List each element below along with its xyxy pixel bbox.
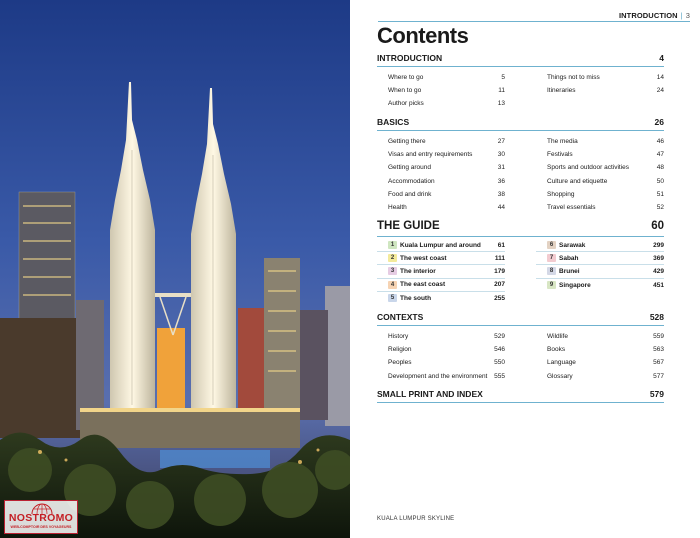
section-introduction (377, 53, 664, 111)
toc-entry-label: Visas and entry requirements (388, 151, 473, 159)
section-heading-page: 60 (651, 220, 664, 232)
guide-chapter-entry[interactable] (536, 279, 664, 292)
chapter-page: 179 (494, 267, 505, 275)
toc-entry-page: 567 (653, 359, 664, 367)
toc-entry-label: Author picks (388, 100, 424, 108)
chapter-page: 207 (494, 281, 505, 289)
toc-entry-label: Health (388, 204, 407, 212)
watermark-name: NOSTROMO (8, 512, 74, 524)
toc-entry-label: Sports and outdoor activities (547, 164, 630, 172)
section-basics (377, 117, 664, 214)
toc-column-left (377, 135, 505, 214)
toc-entry-page: 51 (656, 190, 664, 198)
toc-column-left (377, 239, 505, 305)
chapter-number-badge: 3 (388, 267, 397, 275)
running-head-page: 3 (685, 11, 690, 20)
toc-entry-label: Peoples (388, 359, 412, 367)
toc-entry-page: 27 (497, 138, 505, 146)
section-heading-label: BASICS (377, 117, 410, 127)
toc-entry-page: 11 (498, 87, 505, 95)
toc-column-right (536, 330, 664, 383)
guide-chapter-entry[interactable] (536, 265, 664, 278)
toc-entry[interactable] (536, 161, 664, 174)
toc-entry[interactable] (377, 135, 505, 148)
toc-entry[interactable] (377, 201, 505, 214)
toc-entry[interactable] (536, 343, 664, 356)
toc-column-left (377, 71, 505, 111)
header-rule (378, 21, 690, 22)
toc-entry-label: Shopping (547, 190, 575, 198)
guide-chapter-entry[interactable] (377, 252, 505, 265)
section-heading-label: CONTEXTS (377, 312, 424, 322)
section-contexts (377, 312, 664, 383)
toc-column-left (377, 330, 505, 383)
section-small-print (377, 389, 664, 403)
contents-page (350, 0, 700, 538)
toc-entry-page: 14 (656, 74, 664, 82)
toc-column-right (536, 71, 664, 111)
toc-entry-label: Language (547, 359, 576, 367)
toc-entry-page: 52 (656, 204, 664, 212)
chapter-label: The south (400, 294, 432, 302)
chapter-label: Brunei (559, 267, 580, 275)
section-heading[interactable] (377, 389, 664, 403)
toc-entry-page: 24 (656, 87, 664, 95)
toc-entry-page: 5 (501, 74, 505, 82)
chapter-number-badge: 9 (547, 281, 556, 289)
toc-entry-label: Development and the environment (388, 372, 488, 380)
toc-entry-page: 13 (497, 100, 505, 108)
toc-entry-label: Itineraries (547, 87, 576, 95)
chapter-number-badge: 5 (388, 294, 397, 302)
toc-entry-page: 546 (494, 346, 505, 354)
toc-entry[interactable] (377, 343, 505, 356)
toc-entry[interactable] (377, 330, 505, 343)
toc-entry-page: 38 (497, 190, 505, 198)
toc-entry-page: 529 (494, 333, 505, 341)
chapter-label: Sarawak (559, 241, 586, 249)
chapter-number-badge: 2 (388, 254, 397, 262)
toc-entry-label: Food and drink (388, 190, 432, 198)
toc-entry-page: 30 (497, 151, 505, 159)
toc-entry-page: 31 (497, 164, 505, 172)
section-the-guide (377, 220, 664, 305)
page-title: Contents (377, 23, 469, 48)
section-heading-page: 579 (649, 389, 664, 399)
toc-entry-label: Religion (388, 346, 412, 354)
toc-entry[interactable] (377, 97, 505, 110)
toc-entry-label: When to go (388, 87, 422, 95)
section-heading-label: INTRODUCTION (377, 53, 443, 63)
chapter-label: Singapore (559, 281, 591, 289)
toc-entry-label: Things not to miss (547, 74, 600, 82)
toc-entry-label: Getting there (388, 138, 426, 146)
toc-entry-label: Glossary (547, 372, 573, 380)
toc-entry-page: 559 (653, 333, 664, 341)
toc-entry-label: The media (547, 138, 578, 146)
chapter-label: Kuala Lumpur and around (400, 241, 481, 249)
toc-entry[interactable] (536, 201, 664, 214)
toc-entry-page: 555 (494, 372, 505, 380)
toc-entry-label: Getting around (388, 164, 432, 172)
toc-entry[interactable] (536, 84, 664, 97)
chapter-label: The west coast (400, 254, 447, 262)
toc-entry-label: Travel essentials (547, 204, 596, 212)
photo-caption: KUALA LUMPUR SKYLINE (377, 516, 455, 522)
chapter-number-badge: 8 (547, 267, 556, 275)
toc-entry-page: 550 (494, 359, 505, 367)
toc-entry[interactable] (536, 135, 664, 148)
guide-chapter-entry[interactable] (377, 239, 505, 252)
toc-entry-page: 50 (656, 177, 664, 185)
section-heading[interactable] (377, 117, 664, 131)
guide-chapter-entry[interactable] (377, 265, 505, 278)
toc-entry-label: History (388, 333, 409, 341)
toc-entry[interactable] (536, 330, 664, 343)
section-heading-page: 26 (654, 117, 664, 127)
section-heading[interactable] (377, 220, 664, 237)
toc-entry-page: 577 (653, 372, 664, 380)
guide-chapter-entry[interactable] (536, 252, 664, 265)
toc-entry[interactable] (377, 84, 505, 97)
toc-entry[interactable] (536, 148, 664, 161)
guide-chapter-entry[interactable] (377, 279, 505, 292)
chapter-label: Sabah (559, 254, 579, 262)
toc-entry[interactable] (536, 175, 664, 188)
toc-entry-label: Culture and etiquette (547, 177, 608, 185)
chapter-number-badge: 6 (547, 241, 556, 249)
chapter-page: 299 (653, 241, 664, 249)
toc-entry-page: 563 (653, 346, 664, 354)
toc-entry-label: Festivals (547, 151, 573, 159)
watermark-logo (4, 500, 78, 534)
chapter-label: The east coast (400, 281, 446, 289)
toc-entry[interactable] (536, 71, 664, 84)
running-head-label: INTRODUCTION (618, 11, 678, 20)
toc-entry-page: 44 (497, 204, 505, 212)
chapter-page: 369 (653, 254, 664, 262)
section-heading[interactable] (377, 53, 664, 67)
toc-entry[interactable] (377, 148, 505, 161)
toc-entry-label: Books (547, 346, 566, 354)
toc-entry[interactable] (377, 175, 505, 188)
toc-entry[interactable] (377, 71, 505, 84)
toc-entry-label: Where to go (388, 74, 424, 82)
chapter-page: 61 (497, 241, 505, 249)
toc-column-right (536, 135, 664, 214)
section-heading[interactable] (377, 312, 664, 326)
toc-entry[interactable] (377, 188, 505, 201)
chapter-number-badge: 7 (547, 254, 556, 262)
toc-column-right (536, 239, 664, 305)
watermark-tagline: WEB-COMPTOIR DES VOYAGEURS (10, 525, 72, 529)
chapter-page: 111 (494, 254, 505, 262)
toc-entry-page: 46 (656, 138, 664, 146)
chapter-number-badge: 1 (388, 241, 397, 249)
chapter-number-badge: 4 (388, 281, 397, 289)
toc-entry-label: Accommodation (388, 177, 435, 185)
chapter-label: The interior (400, 267, 436, 275)
toc-entry-page: 36 (497, 177, 505, 185)
toc-entry[interactable] (536, 356, 664, 369)
toc-entry[interactable] (377, 370, 505, 383)
section-heading-label: SMALL PRINT AND INDEX (377, 389, 483, 399)
chapter-page: 255 (494, 294, 505, 302)
chapter-page: 429 (653, 267, 664, 275)
toc-entry-label: Wildlife (547, 333, 568, 341)
toc-entry[interactable] (536, 370, 664, 383)
section-heading-label: THE GUIDE (377, 220, 440, 232)
section-heading-page: 4 (659, 53, 664, 63)
toc-entry[interactable] (536, 188, 664, 201)
toc-entry-page: 47 (656, 151, 664, 159)
chapter-page: 451 (653, 281, 664, 289)
running-head (619, 11, 690, 20)
toc-entry[interactable] (377, 161, 505, 174)
guide-chapter-entry[interactable] (536, 239, 664, 252)
section-heading-page: 528 (649, 312, 664, 322)
running-head-separator: | (680, 11, 683, 20)
toc-entry-page: 48 (656, 164, 664, 172)
guide-chapter-entry[interactable] (377, 292, 505, 305)
toc-entry[interactable] (377, 356, 505, 369)
